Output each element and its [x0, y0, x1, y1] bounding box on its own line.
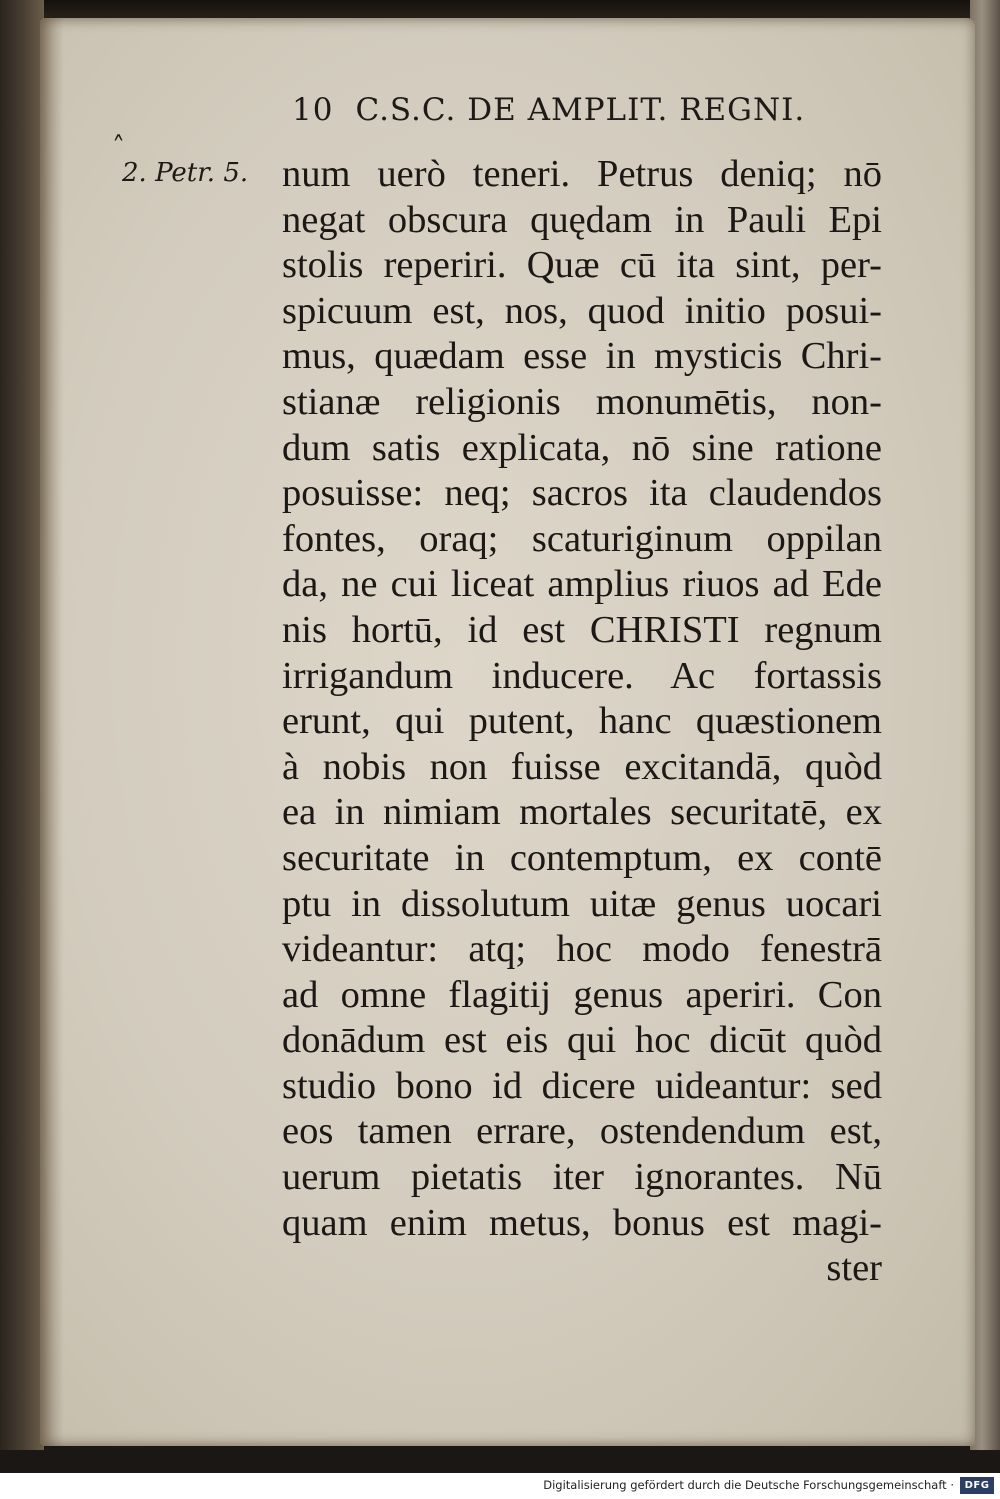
text-line: ster	[826, 1247, 882, 1290]
page-gutter-shadow	[40, 18, 64, 1446]
marginal-cross-mark: ˄	[112, 132, 125, 162]
text-line: spicuum est, nos, quod initio posui-	[282, 289, 882, 332]
text-line: erunt, qui putent, hanc quæstionem	[282, 700, 882, 743]
text-line: stianæ religionis monumētis, non-	[282, 380, 882, 423]
text-line: da, ne cui liceat amplius riuos ad Ede	[282, 563, 882, 606]
text-line: studio bono id dicere uideantur: sed	[282, 1064, 882, 1107]
text-line: irrigandum inducere. Ac fortassis	[282, 654, 882, 697]
text-line: videantur: atq; hoc modo fenestrā	[282, 928, 882, 971]
text-line: negat obscura quędam in Pauli Epi	[282, 198, 882, 241]
running-title: C.S.C. DE AMPLIT. REGNI.	[355, 92, 806, 128]
page-number: 10	[292, 92, 334, 128]
text-line: eos tamen errare, ostendendum est,	[282, 1110, 882, 1153]
text-line: fontes, oraq; scaturiginum oppilan	[282, 517, 882, 560]
text-line: uerum pietatis iter ignorantes. Nū	[282, 1156, 882, 1199]
dfg-logo: DFG	[960, 1477, 994, 1494]
book-binding-edge	[0, 0, 44, 1450]
footer-bar	[0, 1473, 1000, 1499]
text-line: ea in nimiam mortales securitatē, ex	[282, 791, 882, 834]
footer-credit: Digitalisierung gefördert durch die Deutsche Forschungsgemeinschaft ·	[543, 1478, 954, 1492]
text-line: ad omne flagitij genus aperiri. Con	[282, 973, 882, 1016]
text-line: dum satis explicata, nō sine ratione	[282, 426, 882, 469]
text-line: stolis reperiri. Quæ cū ita sint, per-	[282, 244, 882, 287]
text-line: num uerò teneri. Petrus deniq; nō	[282, 153, 882, 195]
text-line: posuisse: neq; sacros ita claudendos	[282, 472, 882, 515]
text-line: mus, quædam esse in mysticis Chri-	[282, 335, 882, 378]
text-line: securitate in contemptum, ex contē	[282, 836, 882, 879]
text-line: quam enim metus, bonus est magi-	[282, 1201, 882, 1244]
text-line: nis hortū, id est CHRISTI regnum	[282, 608, 882, 651]
running-header	[292, 92, 872, 128]
marginal-note: 2. Petr. 5.	[122, 158, 249, 188]
text-line: donādum est eis qui hoc dicūt quòd	[282, 1019, 882, 1062]
text-line: à nobis non fuisse excitandā, quòd	[282, 745, 882, 788]
body-text-block	[282, 152, 882, 1292]
text-line: ptu in dissolutum uitæ genus uocari	[282, 882, 882, 925]
